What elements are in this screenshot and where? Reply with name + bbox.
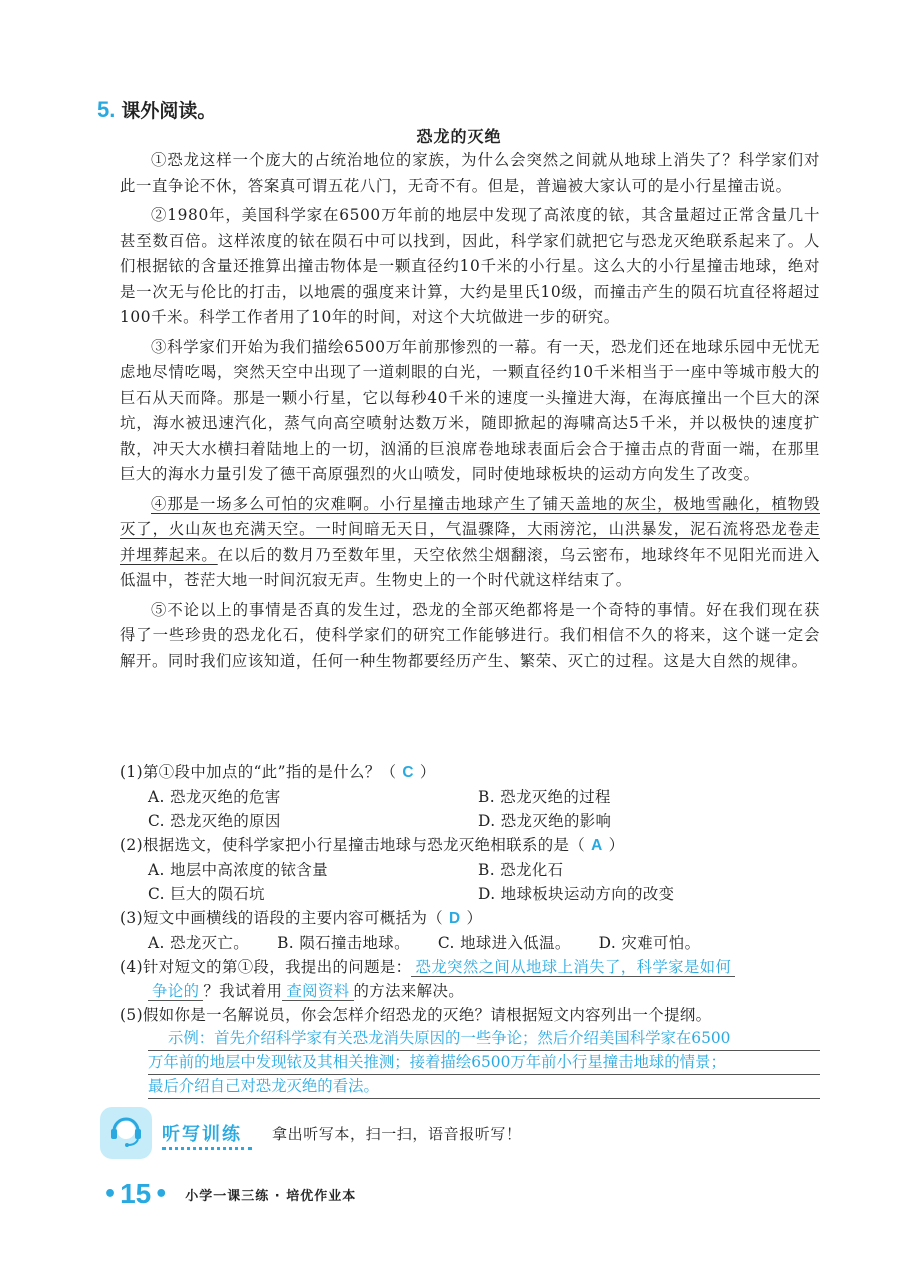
question-4-stem: (4)针对短文的第①段，我提出的问题是： [120, 958, 412, 976]
section-number: 5. [97, 97, 116, 122]
question-4-answer-line2: 争论的 [148, 982, 203, 1001]
listening-title: 听写训练 [162, 1124, 242, 1144]
underlined-passage: ④那是一场多么可怕的灾难啊。小行星撞击地球产生了铺天盖地的灰尘，极地雪融化，植物毁灭了，火山灰也充满天空。一时间暗无天日，气温骤降，大雨滂沱，山洪暴发，泥石流将恐龙卷走并埋葬起来。 [120, 494, 820, 564]
question-3-close: ） [466, 909, 483, 927]
page-number: 15 [120, 1178, 152, 1209]
essay-title: 恐龙的灭绝 [416, 127, 502, 146]
option-c: C. 巨大的陨石坑 [148, 885, 265, 903]
bullet-dot-icon: • [154, 1181, 169, 1207]
option-a: A. 地层中高浓度的铱含量 [148, 861, 329, 879]
answer-line-3: 最后介绍自己对恐龙灭绝的看法。 [148, 1075, 820, 1099]
option-b: B. 恐龙灭绝的过程 [478, 788, 611, 806]
question-3-stem: (3)短文中画横线的语段的主要内容可概括为（ [120, 909, 444, 927]
essay-body [120, 148, 820, 678]
paragraph-3: ③科学家们开始为我们描绘6500万年前那惨烈的一幕。有一天，恐龙们还在地球乐园中无忧无虑地尽情吃喝，突然天空中出现了一道刺眼的白光，一颗直径约10千米相当于一座中等城市般大的巨石从天而降。那是一颗小行星，它以每秒40千米的速度一头撞进大海，在海底撞出一个巨大的深坑，海水被迅速汽化，蒸气向高空喷射达数万米，随即掀起的海啸高达5千米，并以极快的速度扩散，冲天大水横扫着陆地上的一切，汹涌的巨浪席卷地球表面后会合于撞击点的背面一端，在那里巨大的海水力量引发了德干高原强烈的火山喷发，同时使地球板块的运动方向发生了改变。 [120, 337, 820, 483]
question-5-answer [120, 1027, 820, 1099]
question-1 [120, 760, 820, 785]
question-4-end: 的方法来解决。 [353, 982, 465, 1000]
dotted-divider [162, 1147, 252, 1150]
bullet-dot-icon: • [103, 1181, 118, 1207]
question-1-stem: (1)第①段中加点的“此”指的是什么？（ [120, 763, 397, 781]
paragraph-1: ①恐龙这样一个庞大的占统治地位的家族，为什么会突然之间就从地球上消失了？科学家们对此一直争论不休，答案真可谓五花八门，无奇不有。但是，普遍被大家认可的是小行星撞击说。 [120, 151, 820, 195]
book-title: 小学一课三练 · 培优作业本 [185, 1188, 357, 1204]
paragraph-2: ②1980年，美国科学家在6500万年前的地层中发现了高浓度的铱，其含量超过正常含量几十甚至数百倍。这样浓度的铱在陨石中可以找到，因此，科学家们就把它与恐龙灭绝联系起来了。人们根据铱的含量还推算出撞击物体是一颗直径约10千米的小行星。这么大的小行星撞击地球，绝对是一次无与伦比的打击，以地震的强度来计算，大约是里氏10级，而撞击产生的陨石坑直径将超过100千米。科学工作者用了10年的时间，对这个大坑做进一步的研究。 [120, 206, 820, 326]
question-2-stem: (2)根据选文，使科学家把小行星撞击地球与恐龙灭绝相联系的是（ [120, 836, 586, 854]
question-4-mid: ？我试着用 [203, 982, 283, 1000]
section-title: 课外阅读。 [121, 100, 217, 122]
listening-section [100, 1107, 522, 1159]
option-c: C. 恐龙灭绝的原因 [148, 812, 281, 830]
option-b: B. 恐龙化石 [478, 861, 564, 879]
question-list [120, 760, 820, 1099]
question-4-answer-line1: 恐龙突然之间从地球上消失了，科学家是如何 [411, 958, 735, 977]
headset-badge [100, 1107, 152, 1159]
paragraph-5: ⑤不论以上的事情是否真的发生过，恐龙的全部灭绝都将是一个奇特的事情。好在我们现在获得了一些珍贵的恐龙化石，使科学家们的研究工作能够进行。我们相信不久的将来，这个谜一定会解开。同时我们应该知道，任何一种生物都要经历产生、繁荣、灭亡的过程。这是大自然的规律。 [120, 600, 820, 670]
question-2-options [120, 858, 820, 906]
option-a: A. 恐龙灭亡。 [148, 934, 250, 952]
question-1-close: ） [419, 763, 436, 781]
question-2 [120, 833, 820, 858]
option-d: D. 灾难可怕。 [598, 934, 701, 952]
answer-line-1: 示例：首先介绍科学家有关恐龙消失原因的一些争论；然后介绍美国科学家在6500 [148, 1027, 820, 1051]
question-2-close: ） [608, 836, 625, 854]
option-d: D. 地球板块运动方向的改变 [478, 885, 675, 903]
question-4-cont [120, 979, 820, 1003]
question-4-method: 查阅资料 [282, 982, 353, 1001]
section-heading [97, 96, 216, 123]
question-4 [120, 955, 820, 979]
paragraph-4 [120, 492, 820, 594]
option-c: C. 地球进入低温。 [437, 934, 571, 952]
option-b: B. 陨石撞击地球。 [277, 934, 410, 952]
question-3-answer: D [449, 910, 461, 927]
option-d: D. 恐龙灭绝的影响 [478, 812, 612, 830]
headset-icon [108, 1113, 144, 1149]
listening-instruction: 拿出听写本，扫一扫，语音报听写！ [272, 1124, 522, 1143]
question-5 [120, 1003, 820, 1027]
question-3-options [120, 931, 820, 955]
answer-line-2: 万年前的地层中发现铱及其相关推测；接着描绘6500万年前小行星撞击地球的情景； [148, 1051, 820, 1075]
paragraph-4-rest: 在以后的数月乃至数年里，天空依然尘烟翻滚，乌云密布，地球终年不见阳光而进入低温中，苍茫大地一时间沉寂无声。生物史上的一个时代就这样结束了。 [120, 545, 820, 589]
question-2-answer: A [591, 837, 603, 854]
question-1-options [120, 785, 820, 833]
question-5-stem: (5)假如你是一名解说员，你会怎样介绍恐龙的灭绝？请根据短文内容列出一个提纲。 [120, 1006, 712, 1024]
page-footer [100, 1178, 356, 1210]
question-3 [120, 906, 820, 931]
question-1-answer: C [402, 764, 414, 781]
option-a: A. 恐龙灭绝的危害 [148, 788, 281, 806]
